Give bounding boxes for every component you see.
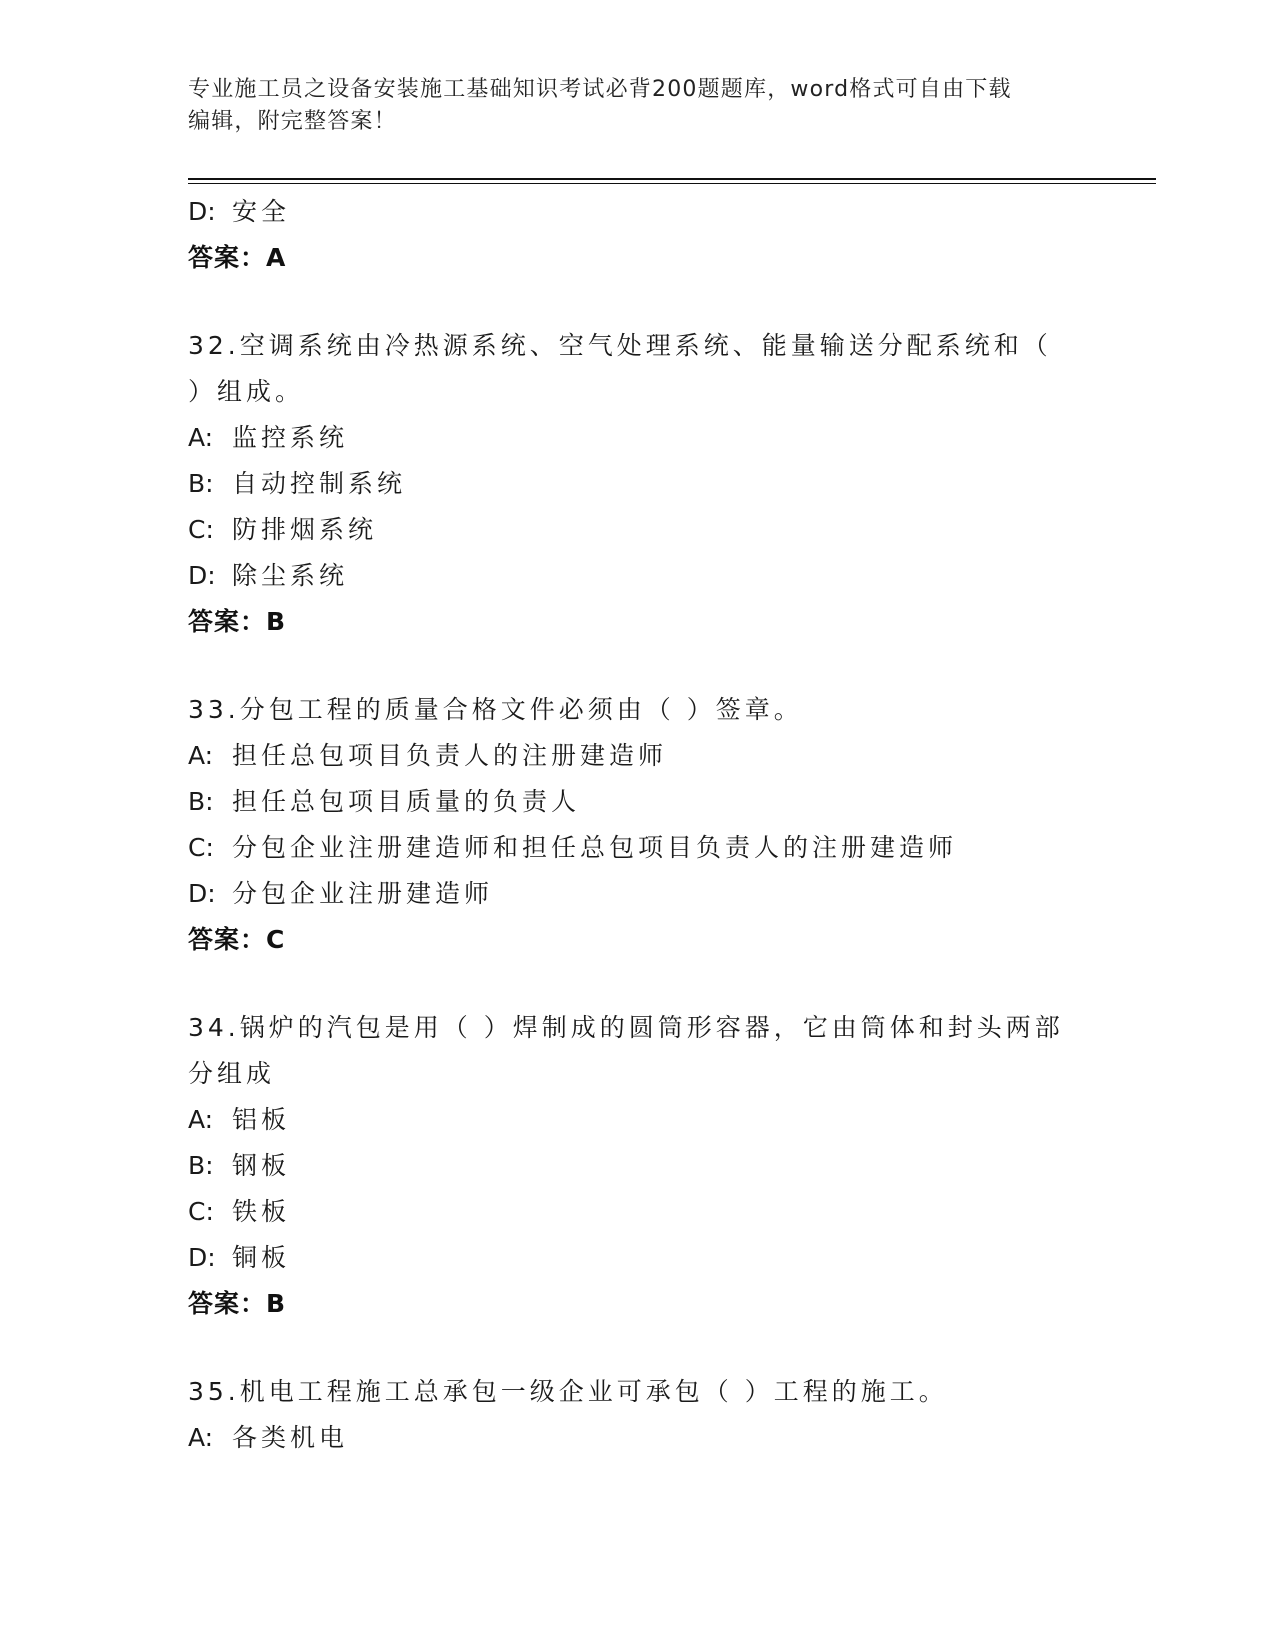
option-text: 铜板 — [232, 1243, 291, 1272]
option-text: 铁板 — [232, 1197, 291, 1226]
question-33-answer: 答案：C — [188, 925, 286, 954]
option-text: 铝板 — [232, 1105, 291, 1134]
option-letter: D: — [188, 561, 216, 590]
question-32-option-a — [188, 415, 1088, 461]
page-header — [188, 74, 1088, 138]
question-32-text-line-2: ）组成。 — [188, 377, 305, 406]
header-rule-thin — [188, 183, 1156, 184]
question-33 — [188, 687, 1088, 963]
question-34-text-line-2: 分组成 — [188, 1059, 276, 1088]
document-body — [188, 189, 1088, 1461]
option-letter: B: — [188, 787, 214, 816]
question-34-text-line-1: 34.锅炉的汽包是用（ ）焊制成的圆筒形容器，它由筒体和封头两部 — [188, 1013, 1064, 1042]
option-d-prev — [188, 189, 1088, 235]
header-rule-thick — [188, 178, 1156, 180]
header-line-2: 编辑，附完整答案！ — [188, 109, 397, 134]
option-letter: B: — [188, 1151, 214, 1180]
option-text: 安全 — [232, 197, 291, 226]
option-letter: C: — [188, 833, 214, 862]
option-text: 各类机电 — [232, 1423, 349, 1452]
question-33-text-line-1: 33.分包工程的质量合格文件必须由（ ）签章。 — [188, 695, 803, 724]
question-33-option-c — [188, 825, 1088, 871]
question-32-option-d — [188, 553, 1088, 599]
question-33-option-a — [188, 733, 1088, 779]
question-32-option-c — [188, 507, 1088, 553]
option-text: 防排烟系统 — [232, 515, 378, 544]
question-35 — [188, 1369, 1088, 1461]
answer-prev: 答案：A — [188, 243, 287, 272]
question-35-text-line-1: 35.机电工程施工总承包一级企业可承包（ ）工程的施工。 — [188, 1377, 948, 1406]
question-33-option-d — [188, 871, 1088, 917]
question-35-option-a — [188, 1415, 1088, 1461]
question-34-answer: 答案：B — [188, 1289, 287, 1318]
option-text: 担任总包项目负责人的注册建造师 — [232, 741, 668, 770]
question-34-option-c — [188, 1189, 1088, 1235]
question-32-option-b — [188, 461, 1088, 507]
option-letter: A: — [188, 423, 214, 452]
question-32 — [188, 323, 1088, 645]
option-text: 担任总包项目质量的负责人 — [232, 787, 581, 816]
option-letter: C: — [188, 1197, 214, 1226]
question-34-option-d — [188, 1235, 1088, 1281]
option-letter: A: — [188, 1105, 214, 1134]
question-34 — [188, 1005, 1088, 1327]
option-letter: A: — [188, 1423, 214, 1452]
question-33-option-b — [188, 779, 1088, 825]
question-32-answer: 答案：B — [188, 607, 287, 636]
question-34-option-b — [188, 1143, 1088, 1189]
option-letter: B: — [188, 469, 214, 498]
option-letter: D: — [188, 1243, 216, 1272]
header-line-1: 专业施工员之设备安装施工基础知识考试必背200题题库，word格式可自由下载 — [188, 77, 1012, 102]
question-34-option-a — [188, 1097, 1088, 1143]
option-text: 分包企业注册建造师 — [232, 879, 494, 908]
option-text: 自动控制系统 — [232, 469, 407, 498]
option-text: 钢板 — [232, 1151, 291, 1180]
question-32-text-line-1: 32.空调系统由冷热源系统、空气处理系统、能量输送分配系统和（ — [188, 331, 1052, 360]
option-text: 监控系统 — [232, 423, 349, 452]
option-letter: C: — [188, 515, 214, 544]
option-text: 分包企业注册建造师和担任总包项目负责人的注册建造师 — [232, 833, 958, 862]
option-letter: D: — [188, 879, 216, 908]
option-letter: D: — [188, 197, 216, 226]
option-letter: A: — [188, 741, 214, 770]
option-text: 除尘系统 — [232, 561, 349, 590]
